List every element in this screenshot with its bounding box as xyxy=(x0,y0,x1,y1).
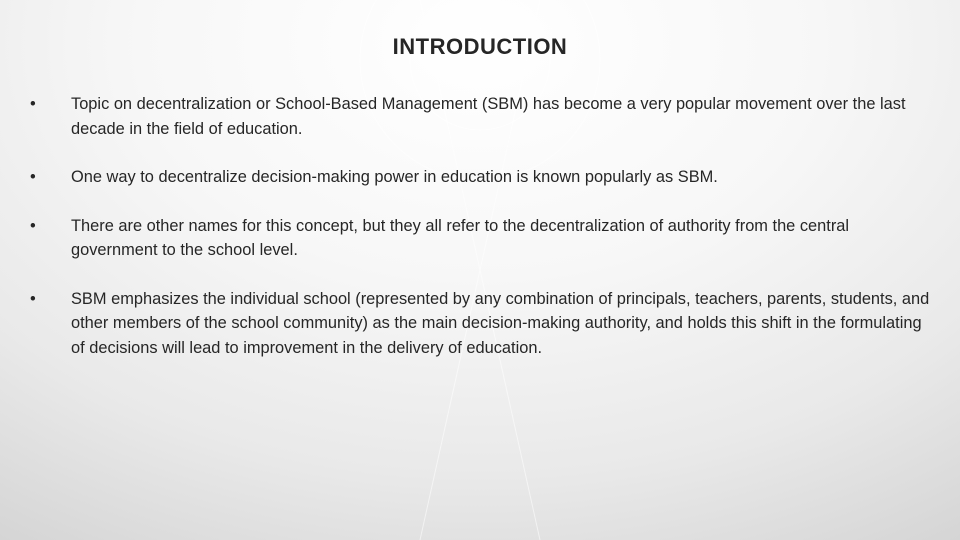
bullet-item xyxy=(22,287,932,361)
bullet-text: One way to decentralize decision-making power in education is known popularly as SBM. xyxy=(71,168,718,186)
bullet-item xyxy=(22,165,932,190)
bullet-text: Topic on decentralization or School-Based Management (SBM) has become a very popular movement over the last decade in the field of education. xyxy=(71,95,906,138)
bullet-item xyxy=(22,214,932,263)
bullet-item xyxy=(22,92,932,141)
bullet-icon: • xyxy=(30,168,36,186)
bullet-list xyxy=(22,92,932,360)
bullet-icon: • xyxy=(30,216,36,235)
bullet-text: There are other names for this concept, but they all refer to the decentralization of authority from the central government to the school level. xyxy=(71,216,850,259)
bullet-icon: • xyxy=(30,289,36,308)
bullet-icon: • xyxy=(30,95,36,113)
bullet-text: SBM emphasizes the individual school (represented by any combination of principals, teachers, parents, students, and other members of the school community) as the main decision-making authority, and holds this shift in the formulating of decisions will lead to improvement in the delivery of education. xyxy=(71,289,930,357)
slide-title: INTRODUCTION xyxy=(392,34,568,59)
